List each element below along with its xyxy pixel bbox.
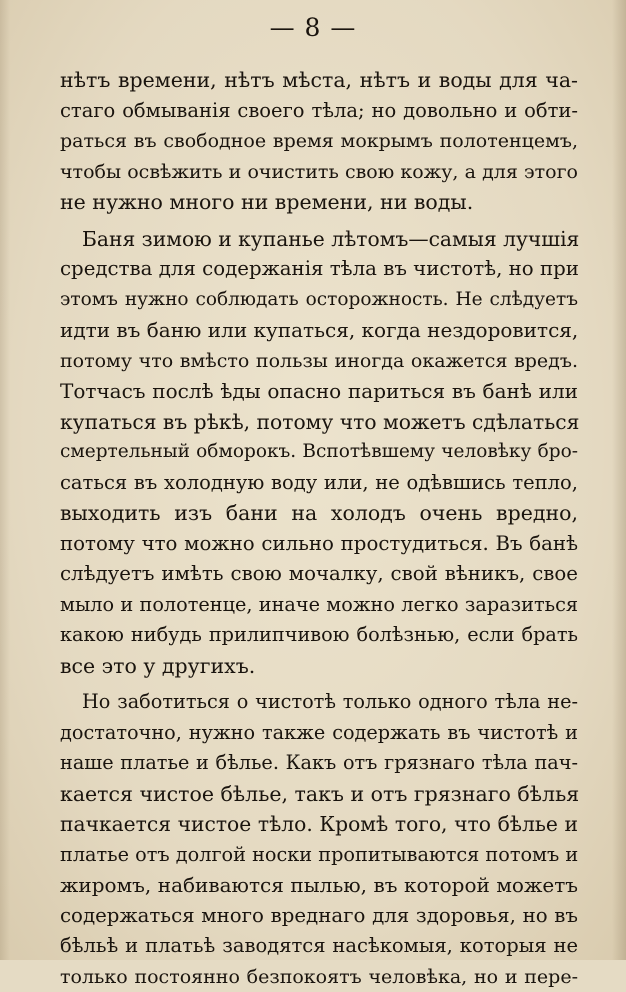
text-line: Баня зимою и купанье лѣтомъ—самыя лучшія (60, 224, 578, 255)
text-line: бѣльѣ и платьѣ заводятся насѣкомыя, которыя не (60, 931, 578, 962)
text-line: Тотчасъ послѣ ѣды опасно париться въ банѣ или (60, 376, 578, 407)
text-line: только постоянно безпокоятъ человѣка, но и пере- (60, 962, 578, 992)
text-line: нѣтъ времени, нѣтъ мѣста, нѣтъ и воды для ча- (60, 65, 578, 96)
text-line: наше платье и бѣлье. Какъ отъ грязнаго тѣла пач- (60, 748, 578, 779)
text-line: купаться въ рѣкѣ, потому что можетъ сдѣлаться (60, 407, 578, 438)
text-line: мыло и полотенце, иначе можно легко заразиться (60, 590, 578, 621)
text-line: этомъ нужно соблюдать осторожность. Не слѣдуетъ (60, 285, 578, 316)
paragraph-1 (60, 65, 578, 218)
text-line: саться въ холодную воду или, не одѣвшись тепло, (60, 468, 578, 499)
paragraph-3 (60, 687, 578, 992)
body-text (60, 65, 578, 992)
page-edge-shadow (612, 0, 626, 960)
text-line: потому что можно сильно простудиться. Въ банѣ (60, 529, 578, 560)
text-line: раться въ свободное время мокрымъ полотенцемъ, (60, 126, 578, 157)
text-line: достаточно, нужно также содержать въ чистотѣ и (60, 718, 578, 749)
text-line: пачкается чистое тѣло. Кромѣ того, что бѣлье и (60, 809, 578, 840)
text-line: жиромъ, набиваются пылью, въ которой можетъ (60, 870, 578, 901)
paragraph-2 (60, 224, 578, 682)
text-line: слѣдуетъ имѣть свою мочалку, свой вѣникъ, свое (60, 559, 578, 590)
page-gutter-shadow (0, 0, 10, 960)
text-line: идти въ баню или купаться, когда нездоровится, (60, 315, 578, 346)
text-line: не нужно много ни времени, ни воды. (60, 187, 578, 218)
page-number: — 8 — (0, 10, 626, 46)
text-line: все это у другихъ. (60, 651, 578, 682)
text-line: содержаться много вреднаго для здоровья, но въ (60, 901, 578, 932)
text-line: чтобы освѣжить и очистить свою кожу, а для этого (60, 157, 578, 188)
text-line: стаго обмыванія своего тѣла; но довольно и обти- (60, 96, 578, 127)
text-line: средства для содержанія тѣла въ чистотѣ, но при (60, 254, 578, 285)
text-line: выходить изъ бани на холодъ очень вредно, (60, 498, 578, 529)
text-line: кается чистое бѣлье, такъ и отъ грязнаго бѣлья (60, 779, 578, 810)
text-line: платье отъ долгой носки пропитываются потомъ и (60, 840, 578, 871)
text-line: смертельный обморокъ. Вспотѣвшему человѣку бро- (60, 437, 578, 468)
text-line: потому что вмѣсто пользы иногда окажется вредъ. (60, 346, 578, 377)
text-line: Но заботиться о чистотѣ только одного тѣла не- (60, 687, 578, 718)
text-line: какою нибудь прилипчивою болѣзнью, если брать (60, 620, 578, 651)
